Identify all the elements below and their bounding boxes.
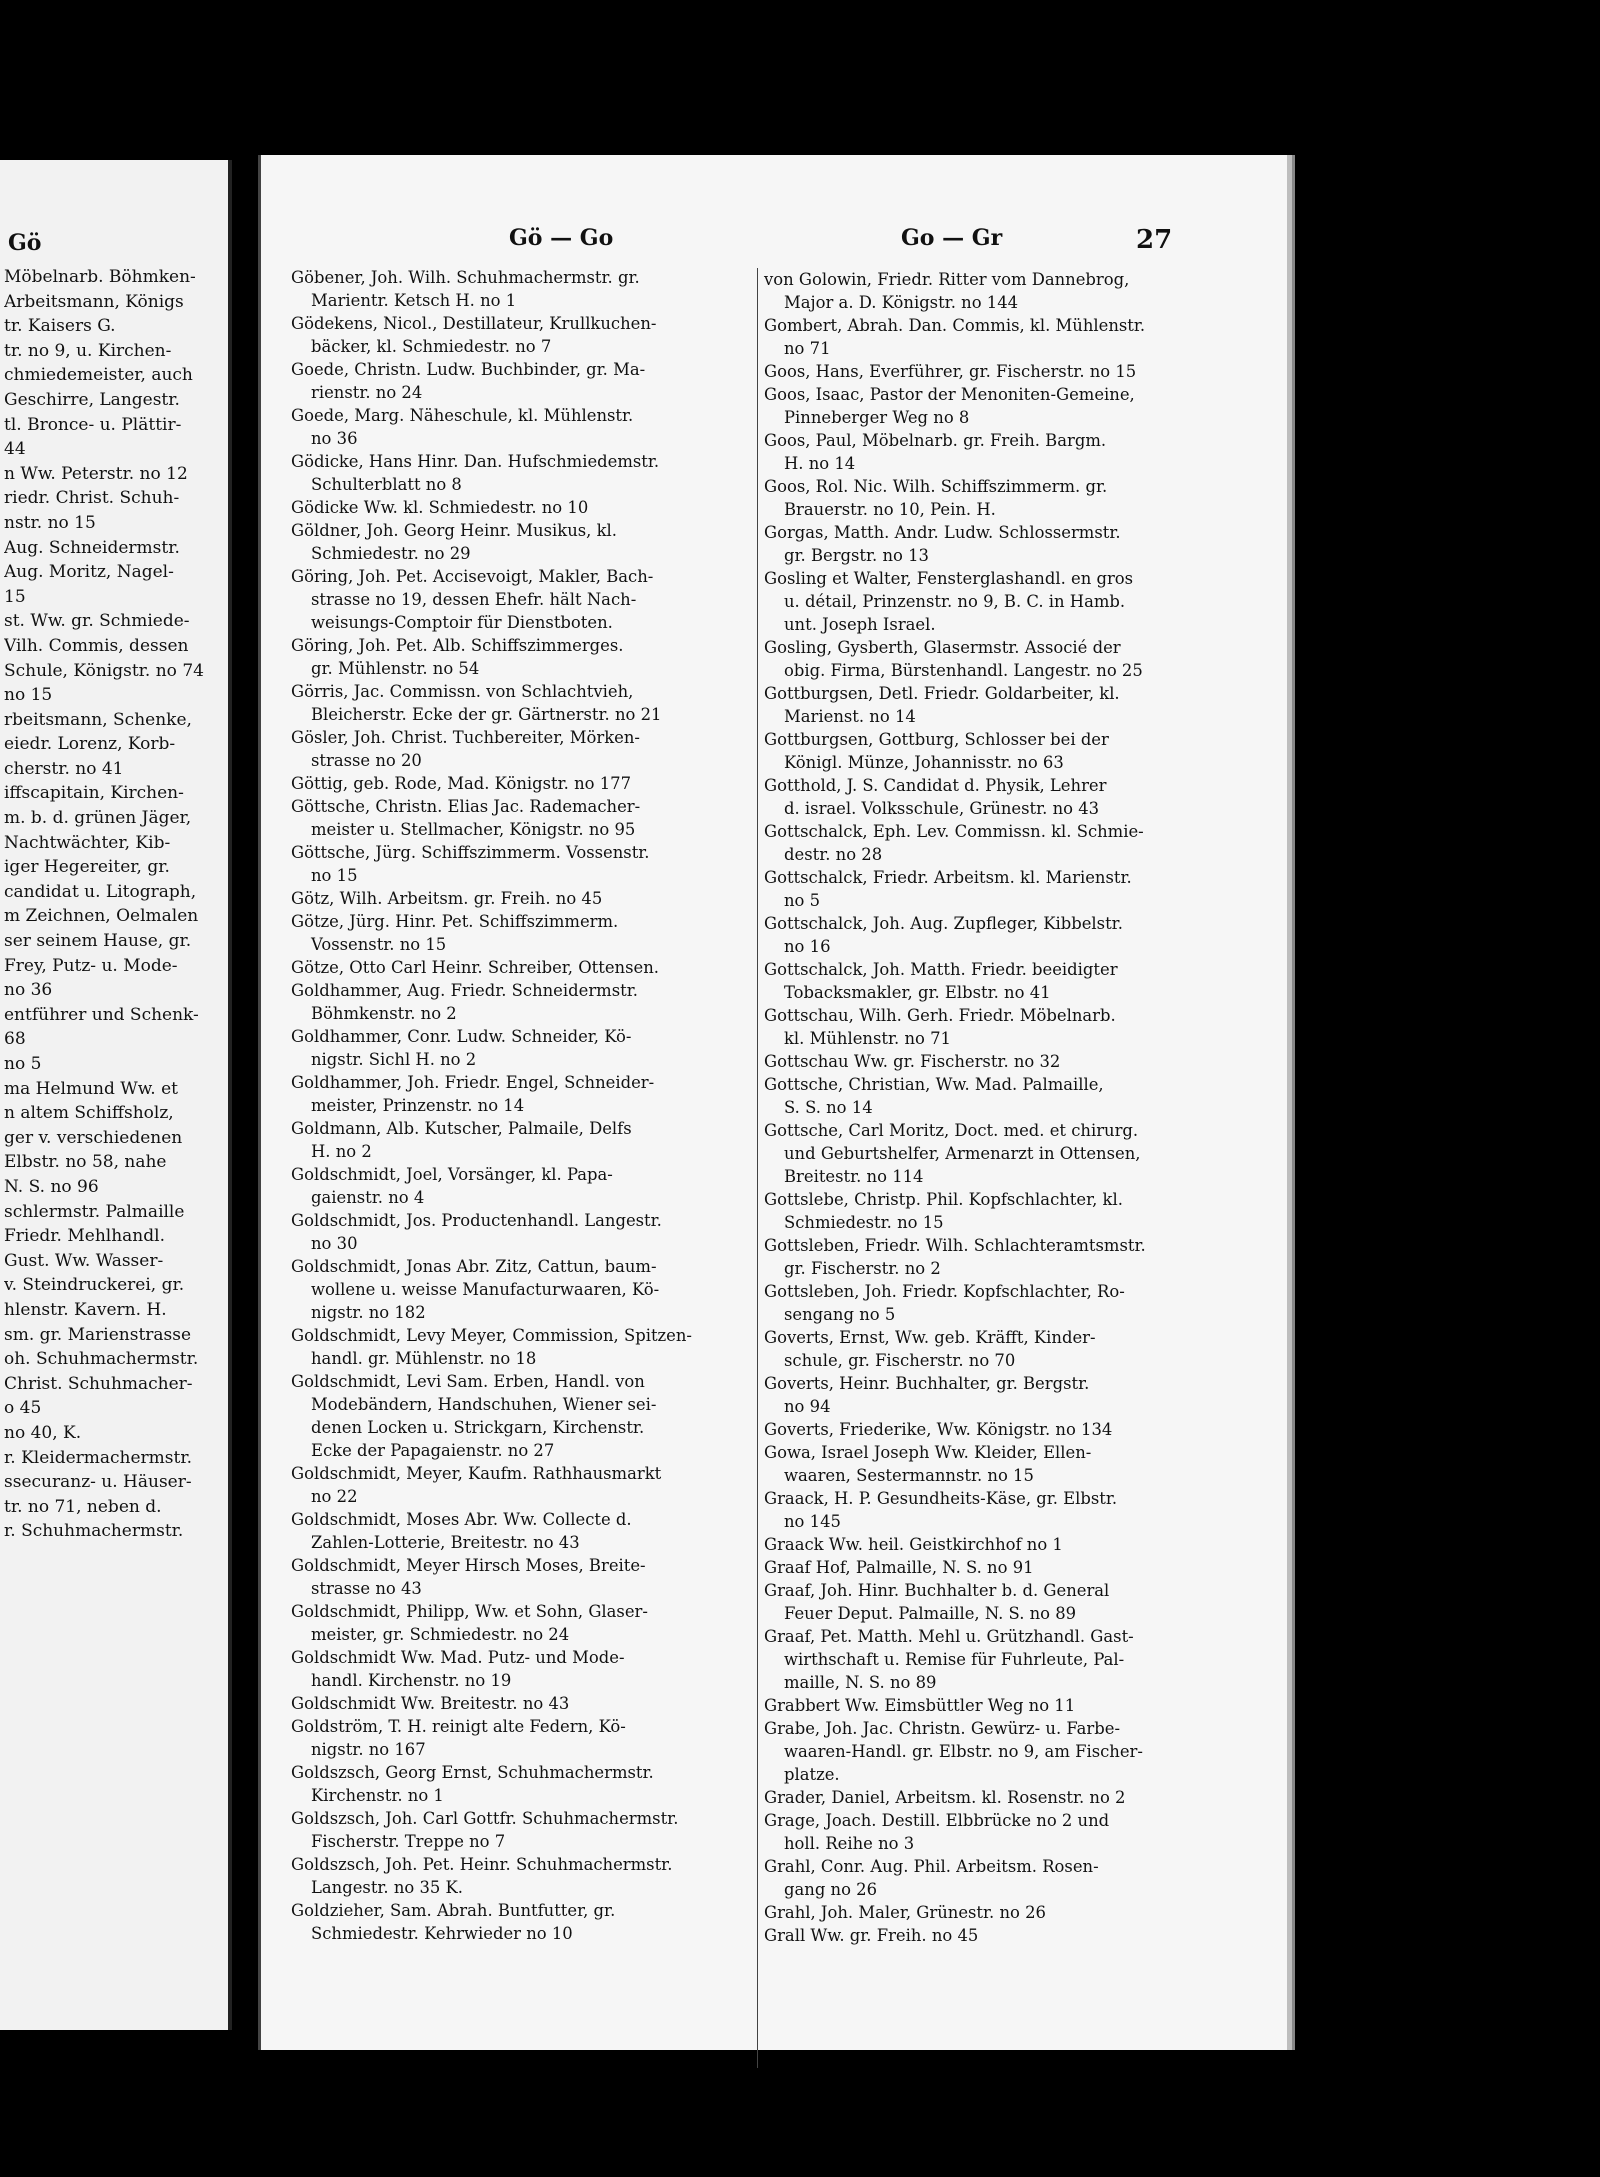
entry-continuation-line: meister u. Stellmacher, Königstr. no 95 [311, 820, 636, 839]
entry-continuation-line: bäcker, kl. Schmiedestr. no 7 [311, 337, 552, 356]
directory-entry [291, 979, 763, 1025]
directory-entry [291, 1554, 763, 1600]
entry-name-line: Gorgas, Matth. Andr. Ludw. Schlossermstr. [764, 523, 1121, 542]
entry-name-line: Gottsleben, Friedr. Wilh. Schlachteramtsmstr. [764, 1236, 1146, 1255]
entry-name-line: Goos, Isaac, Pastor der Menoniten-Gemeine, [764, 385, 1135, 404]
directory-entry [764, 682, 1206, 728]
directory-entry [764, 1050, 1206, 1073]
left-page-line: tr. no 9, u. Kirchen- [4, 340, 172, 361]
entry-name-line: Göring, Joh. Pet. Accisevoigt, Makler, Bach- [291, 567, 654, 586]
entry-continuation-line: no 94 [784, 1397, 831, 1416]
left-page-line: ma Helmund Ww. et [4, 1078, 178, 1099]
entry-continuation-line: meister, Prinzenstr. no 14 [311, 1096, 525, 1115]
left-page-line: N. S. no 96 [4, 1176, 99, 1197]
entry-continuation-line: no 30 [311, 1234, 358, 1253]
entry-name-line: Goldschmidt, Jonas Abr. Zitz, Cattun, baum- [291, 1257, 657, 1276]
entry-continuation-line: gang no 26 [784, 1880, 878, 1899]
directory-entry [764, 1556, 1206, 1579]
entry-name-line: Götze, Otto Carl Heinr. Schreiber, Ottensen. [291, 958, 659, 977]
directory-entry [764, 1809, 1206, 1855]
entry-name-line: Gödicke, Hans Hinr. Dan. Hufschmiedemstr. [291, 452, 660, 471]
entry-continuation-line: nigstr. Sichl H. no 2 [311, 1050, 477, 1069]
directory-entry [291, 910, 763, 956]
entry-name-line: Gombert, Abrah. Dan. Commis, kl. Mühlenstr. [764, 316, 1146, 335]
left-page-line: Aug. Schneidermstr. [4, 537, 180, 558]
entry-name-line: Gottburgsen, Gottburg, Schlosser bei der [764, 730, 1109, 749]
directory-entry [764, 774, 1206, 820]
entry-name-line: Goldszsch, Joh. Carl Gottfr. Schuhmachermstr. [291, 1809, 679, 1828]
left-page-line: m. b. d. grünen Jäger, [4, 808, 192, 829]
entry-continuation-line: Zahlen-Lotterie, Breitestr. no 43 [311, 1533, 580, 1552]
entry-name-line: von Golowin, Friedr. Ritter vom Dannebrog, [764, 270, 1130, 289]
entry-name-line: Goede, Marg. Näheschule, kl. Mühlenstr. [291, 406, 634, 425]
left-page-line: st. Ww. gr. Schmiede- [4, 611, 190, 632]
directory-entry [764, 567, 1206, 636]
page-number: 27 [1136, 225, 1173, 255]
left-page-line: hlenstr. Kavern. H. [4, 1299, 167, 1320]
directory-entry [764, 866, 1206, 912]
entry-name-line: Goldschmidt, Levi Sam. Erben, Handl. von [291, 1372, 645, 1391]
left-page-line: Schule, Königstr. no 74 [4, 660, 204, 681]
entry-continuation-line: Bleicherstr. Ecke der gr. Gärtnerstr. no 21 [311, 705, 662, 724]
entry-name-line: Goede, Christn. Ludw. Buchbinder, gr. Ma- [291, 360, 646, 379]
entry-continuation-line: strasse no 19, dessen Ehefr. hält Nach- [311, 590, 637, 609]
entry-name-line: Goldström, T. H. reinigt alte Federn, Kö- [291, 1717, 626, 1736]
entry-name-line: Grabe, Joh. Jac. Christn. Gewürz- u. Farbe- [764, 1719, 1120, 1738]
left-page-line: ger v. verschiedenen [4, 1127, 183, 1148]
entry-name-line: Goverts, Heinr. Buchhalter, gr. Bergstr. [764, 1374, 1090, 1393]
entry-continuation-line: Böhmkenstr. no 2 [311, 1004, 457, 1023]
header-left: Gö — Go [509, 225, 614, 251]
directory-entry [764, 1487, 1206, 1533]
directory-entry [291, 519, 763, 565]
left-page-line: rbeitsmann, Schenke, [4, 709, 192, 730]
entry-name-line: Goldschmidt, Jos. Productenhandl. Langestr. [291, 1211, 662, 1230]
left-page-line: Christ. Schuhmacher- [4, 1373, 193, 1394]
left-page-line: chmiedemeister, auch [4, 365, 193, 386]
directory-entry [291, 1462, 763, 1508]
left-page-line: Friedr. Mehlhandl. [4, 1226, 165, 1247]
directory-entry [764, 360, 1206, 383]
entry-name-line: Goldmann, Alb. Kutscher, Palmaile, Delfs [291, 1119, 632, 1138]
entry-name-line: Goldhammer, Aug. Friedr. Schneidermstr. [291, 981, 638, 1000]
directory-entry [764, 636, 1206, 682]
entry-continuation-line: und Geburtshelfer, Armenarzt in Ottensen, [784, 1144, 1141, 1163]
left-page-line: Arbeitsmann, Königs [4, 291, 184, 312]
directory-entry [291, 565, 763, 634]
entry-continuation-line: Modebändern, Handschuhen, Wiener sei- [311, 1395, 657, 1414]
entry-continuation-line: gr. Mühlenstr. no 54 [311, 659, 480, 678]
left-page-line: o 45 [4, 1398, 42, 1419]
entry-name-line: Gottschalck, Friedr. Arbeitsm. kl. Marienstr. [764, 868, 1132, 887]
directory-entry [764, 1418, 1206, 1441]
entry-continuation-line: Langestr. no 35 K. [311, 1878, 464, 1897]
entry-continuation-line: Breitestr. no 114 [784, 1167, 924, 1186]
entry-continuation-line: no 5 [784, 891, 821, 910]
directory-entry [764, 383, 1206, 429]
entry-continuation-line: sengang no 5 [784, 1305, 896, 1324]
left-page-line: Frey, Putz- u. Mode- [4, 955, 178, 976]
entry-continuation-line: platze. [784, 1765, 840, 1784]
left-page-line: 15 [4, 586, 26, 607]
directory-entry [764, 1188, 1206, 1234]
directory-entry [291, 1692, 763, 1715]
directory-entry [291, 312, 763, 358]
entry-name-line: Gösler, Joh. Christ. Tuchbereiter, Mörken- [291, 728, 640, 747]
directory-entry [291, 726, 763, 772]
directory-entry [764, 521, 1206, 567]
entry-continuation-line: Schulterblatt no 8 [311, 475, 462, 494]
directory-entry [291, 1807, 763, 1853]
column-left [291, 266, 763, 1945]
left-page-line: Vilh. Commis, dessen [4, 635, 189, 656]
left-page-line: sm. gr. Marienstrasse [4, 1324, 192, 1345]
left-page-line: 68 [4, 1029, 26, 1050]
left-page-line: no 5 [4, 1054, 42, 1074]
entry-name-line: Graaf Hof, Palmaille, N. S. no 91 [764, 1558, 1034, 1577]
entry-continuation-line: S. S. no 14 [784, 1098, 873, 1117]
directory-entry [764, 1234, 1206, 1280]
left-page-text [4, 265, 226, 1544]
directory-entry [291, 795, 763, 841]
entry-continuation-line: waaren, Sestermannstr. no 15 [784, 1466, 1034, 1485]
entry-continuation-line: gr. Fischerstr. no 2 [784, 1259, 941, 1278]
entry-continuation-line: Schmiedestr. Kehrwieder no 10 [311, 1924, 573, 1943]
entry-name-line: Goldschmidt, Moses Abr. Ww. Collecte d. [291, 1510, 632, 1529]
entry-name-line: Gödekens, Nicol., Destillateur, Krullkuchen- [291, 314, 657, 333]
left-page-line: entführer und Schenk- [4, 1004, 199, 1025]
directory-entry [291, 266, 763, 312]
entry-name-line: Gottschau Ww. gr. Fischerstr. no 32 [764, 1052, 1061, 1071]
column-right [757, 268, 1206, 2068]
entry-name-line: Graaf, Pet. Matth. Mehl u. Grützhandl. Gast- [764, 1627, 1134, 1646]
entry-continuation-line: Fischerstr. Treppe no 7 [311, 1832, 506, 1851]
entry-continuation-line: no 15 [311, 866, 358, 885]
left-page [0, 160, 232, 2030]
entry-continuation-line: Brauerstr. no 10, Pein. H. [784, 500, 996, 519]
entry-continuation-line: wirthschaft u. Remise für Fuhrleute, Pal- [784, 1650, 1125, 1669]
entry-name-line: Grahl, Conr. Aug. Phil. Arbeitsm. Rosen- [764, 1857, 1099, 1876]
directory-entry [764, 1441, 1206, 1487]
directory-entry [764, 1625, 1206, 1694]
directory-entry [291, 1508, 763, 1554]
entry-continuation-line: handl. gr. Mühlenstr. no 18 [311, 1349, 537, 1368]
entry-name-line: Gottsche, Carl Moritz, Doct. med. et chirurg. [764, 1121, 1139, 1140]
page-header [261, 225, 1287, 255]
directory-entry [764, 1119, 1206, 1188]
entry-name-line: Goldszsch, Joh. Pet. Heinr. Schuhmachermstr. [291, 1855, 673, 1874]
left-page-line: iffscapitain, Kirchen- [4, 783, 184, 804]
directory-entry [764, 1073, 1206, 1119]
entry-continuation-line: strasse no 43 [311, 1579, 422, 1598]
entry-continuation-line: strasse no 20 [311, 751, 422, 770]
directory-entry [764, 820, 1206, 866]
left-page-line: n Ww. Peterstr. no 12 [4, 463, 188, 484]
entry-name-line: Göbener, Joh. Wilh. Schuhmachermstr. gr. [291, 268, 640, 287]
directory-entry [291, 887, 763, 910]
directory-entry [291, 1600, 763, 1646]
directory-entry [764, 314, 1206, 360]
left-page-line: Geschirre, Langestr. [4, 389, 180, 410]
directory-entry [764, 1694, 1206, 1717]
entry-continuation-line: schule, gr. Fischerstr. no 70 [784, 1351, 1016, 1370]
directory-entry [764, 912, 1206, 958]
entry-name-line: Gottslebe, Christp. Phil. Kopfschlachter, kl. [764, 1190, 1123, 1209]
entry-name-line: Gosling et Walter, Fensterglashandl. en gros [764, 569, 1134, 588]
entry-name-line: Goverts, Friederike, Ww. Königstr. no 134 [764, 1420, 1113, 1439]
left-page-line: tl. Bronce- u. Plättir- [4, 414, 182, 435]
entry-continuation-line: destr. no 28 [784, 845, 883, 864]
entry-continuation-line: no 71 [784, 339, 831, 358]
entry-continuation-line: rienstr. no 24 [311, 383, 423, 402]
left-page-line: Möbelnarb. Böhmken- [4, 267, 196, 287]
entry-name-line: Goldschmidt, Joel, Vorsänger, kl. Papa- [291, 1165, 613, 1184]
left-page-line: no 36 [4, 980, 53, 1001]
entry-name-line: Goldzieher, Sam. Abrah. Buntfutter, gr. [291, 1901, 616, 1920]
entry-continuation-line: Königl. Münze, Johannisstr. no 63 [784, 753, 1064, 772]
directory-entry [764, 1786, 1206, 1809]
entry-continuation-line: no 16 [784, 937, 831, 956]
entry-name-line: Grader, Daniel, Arbeitsm. kl. Rosenstr. no 2 [764, 1788, 1126, 1807]
directory-entry [291, 1324, 763, 1370]
entry-continuation-line: H. no 2 [311, 1142, 372, 1161]
directory-entry [764, 475, 1206, 521]
left-page-line: 44 [4, 439, 26, 460]
left-page-line: iger Hegereiter, gr. [4, 857, 170, 878]
directory-entry [291, 404, 763, 450]
directory-entry [291, 1853, 763, 1899]
entry-continuation-line: Kirchenstr. no 1 [311, 1786, 444, 1805]
directory-entry [291, 358, 763, 404]
entry-continuation-line: Marienst. no 14 [784, 707, 916, 726]
directory-entry [764, 1855, 1206, 1901]
left-page-line: nstr. no 15 [4, 512, 96, 533]
entry-name-line: Goldschmidt, Levy Meyer, Commission, Spitzen- [291, 1326, 692, 1345]
directory-entry [764, 1717, 1206, 1786]
entry-name-line: Gottburgsen, Detl. Friedr. Goldarbeiter, kl. [764, 684, 1120, 703]
entry-continuation-line: no 145 [784, 1512, 841, 1531]
entry-name-line: Goldhammer, Joh. Friedr. Engel, Schneider- [291, 1073, 655, 1092]
left-page-line: Nachtwächter, Kib- [4, 832, 171, 853]
entry-name-line: Götze, Jürg. Hinr. Pet. Schiffszimmerm. [291, 912, 619, 931]
directory-entry [291, 772, 763, 795]
directory-entry [291, 1163, 763, 1209]
entry-continuation-line: u. détail, Prinzenstr. no 9, B. C. in Hamb. [784, 592, 1126, 611]
left-page-header: Gö [8, 230, 42, 256]
left-page-line: riedr. Christ. Schuh- [4, 488, 180, 509]
entry-name-line: Goldschmidt Ww. Mad. Putz- und Mode- [291, 1648, 625, 1667]
entry-continuation-line: nigstr. no 167 [311, 1740, 426, 1759]
directory-entry [291, 1899, 763, 1945]
directory-entry [764, 1372, 1206, 1418]
directory-entry [764, 268, 1206, 314]
directory-entry [291, 1370, 763, 1462]
directory-entry [291, 1209, 763, 1255]
directory-entry [764, 429, 1206, 475]
entry-continuation-line: Feuer Deput. Palmaille, N. S. no 89 [784, 1604, 1077, 1623]
entry-continuation-line: denen Locken u. Strickgarn, Kirchenstr. [311, 1418, 645, 1437]
entry-continuation-line: Major a. D. Königstr. no 144 [784, 293, 1019, 312]
entry-continuation-line: handl. Kirchenstr. no 19 [311, 1671, 512, 1690]
entry-name-line: Görris, Jac. Commissn. von Schlachtvieh, [291, 682, 634, 701]
left-page-line: r. Kleidermachermstr. [4, 1447, 193, 1468]
entry-name-line: Goldschmidt, Meyer Hirsch Moses, Breite- [291, 1556, 646, 1575]
directory-entry [291, 1025, 763, 1071]
entry-name-line: Göttsche, Christn. Elias Jac. Rademacher- [291, 797, 641, 816]
entry-continuation-line: meister, gr. Schmiedestr. no 24 [311, 1625, 570, 1644]
entry-continuation-line: unt. Joseph Israel. [784, 615, 936, 634]
entry-continuation-line: d. israel. Volksschule, Grünestr. no 43 [784, 799, 1100, 818]
entry-name-line: Gottschau, Wilh. Gerh. Friedr. Möbelnarb. [764, 1006, 1116, 1025]
left-page-line: tr. no 71, neben d. [4, 1496, 162, 1517]
entry-continuation-line: weisungs-Comptoir für Dienstboten. [311, 613, 613, 632]
left-page-line: ssecuranz- u. Häuser- [4, 1472, 192, 1493]
entry-name-line: Grage, Joach. Destill. Elbbrücke no 2 und [764, 1811, 1110, 1830]
directory-entry [291, 956, 763, 979]
entry-name-line: Goldhammer, Conr. Ludw. Schneider, Kö- [291, 1027, 632, 1046]
entry-continuation-line: gaienstr. no 4 [311, 1188, 425, 1207]
directory-entry [291, 1646, 763, 1692]
entry-continuation-line: Schmiedestr. no 15 [784, 1213, 944, 1232]
left-page-line: Elbstr. no 58, nahe [4, 1152, 167, 1173]
entry-name-line: Göring, Joh. Pet. Alb. Schiffszimmerges. [291, 636, 624, 655]
directory-entry [291, 1117, 763, 1163]
entry-name-line: Gottschalck, Joh. Matth. Friedr. beeidigter [764, 960, 1118, 979]
entry-name-line: Grahl, Joh. Maler, Grünestr. no 26 [764, 1903, 1046, 1922]
entry-name-line: Gottschalck, Eph. Lev. Commissn. kl. Schmie- [764, 822, 1144, 841]
directory-entry [764, 1924, 1206, 1947]
entry-name-line: Grall Ww. gr. Freih. no 45 [764, 1926, 979, 1945]
left-page-line: r. Schuhmachermstr. [4, 1521, 184, 1542]
directory-entry [291, 1715, 763, 1761]
entry-continuation-line: Vossenstr. no 15 [311, 935, 447, 954]
entry-continuation-line: Ecke der Papagaienstr. no 27 [311, 1441, 555, 1460]
entry-continuation-line: H. no 14 [784, 454, 856, 473]
left-page-line: Aug. Moritz, Nagel- [4, 562, 174, 583]
entry-name-line: Goldschmidt, Meyer, Kaufm. Rathhausmarkt [291, 1464, 662, 1483]
left-page-line: schlermstr. Palmaille [4, 1201, 185, 1222]
entry-continuation-line: waaren-Handl. gr. Elbstr. no 9, am Fischer- [784, 1742, 1143, 1761]
entry-name-line: Gotthold, J. S. Candidat d. Physik, Lehrer [764, 776, 1107, 795]
directory-entry [764, 958, 1206, 1004]
entry-continuation-line: Pinneberger Weg no 8 [784, 408, 970, 427]
entry-name-line: Göldner, Joh. Georg Heinr. Musikus, kl. [291, 521, 617, 540]
entry-continuation-line: wollene u. weisse Manufacturwaaren, Kö- [311, 1280, 660, 1299]
directory-entry [291, 841, 763, 887]
entry-name-line: Graack, H. P. Gesundheits-Käse, gr. Elbstr. [764, 1489, 1118, 1508]
directory-entry [291, 634, 763, 680]
entry-name-line: Gottsleben, Joh. Friedr. Kopfschlachter, Ro- [764, 1282, 1125, 1301]
directory-entry [291, 680, 763, 726]
entry-name-line: Göttsche, Jürg. Schiffszimmerm. Vossenstr. [291, 843, 650, 862]
entry-name-line: Göttig, geb. Rode, Mad. Königstr. no 177 [291, 774, 632, 793]
header-right: Go — Gr [901, 225, 1003, 251]
entry-continuation-line: Tobacksmakler, gr. Elbstr. no 41 [784, 983, 1051, 1002]
directory-entry [291, 1761, 763, 1807]
left-page-line: m Zeichnen, Oelmalen [4, 906, 199, 927]
entry-name-line: Graack Ww. heil. Geistkirchhof no 1 [764, 1535, 1063, 1554]
left-page-line: cherstr. no 41 [4, 758, 124, 779]
left-page-line: n altem Schiffsholz, [4, 1103, 174, 1124]
entry-name-line: Goos, Paul, Möbelnarb. gr. Freih. Bargm. [764, 431, 1107, 450]
left-page-line: eiedr. Lorenz, Korb- [4, 734, 176, 755]
left-page-line: v. Steindruckerei, gr. [4, 1275, 185, 1296]
entry-name-line: Goldschmidt Ww. Breitestr. no 43 [291, 1694, 570, 1713]
entry-name-line: Goos, Hans, Everführer, gr. Fischerstr. no 15 [764, 362, 1137, 381]
entry-name-line: Goldszsch, Georg Ernst, Schuhmachermstr. [291, 1763, 654, 1782]
directory-entry [764, 1326, 1206, 1372]
entry-continuation-line: Schmiedestr. no 29 [311, 544, 471, 563]
entry-continuation-line: gr. Bergstr. no 13 [784, 546, 929, 565]
left-page-line: oh. Schuhmachermstr. [4, 1349, 199, 1370]
entry-continuation-line: maille, N. S. no 89 [784, 1673, 937, 1692]
directory-entry [291, 1071, 763, 1117]
entry-name-line: Grabbert Ww. Eimsbüttler Weg no 11 [764, 1696, 1076, 1715]
left-page-line: candidat u. Litograph, [4, 881, 197, 902]
right-page [258, 155, 1295, 2050]
entry-continuation-line: Marientr. Ketsch H. no 1 [311, 291, 517, 310]
entry-name-line: Goverts, Ernst, Ww. geb. Kräfft, Kinder- [764, 1328, 1096, 1347]
left-page-line: no 15 [4, 685, 53, 706]
directory-entry [764, 1901, 1206, 1924]
entry-name-line: Gödicke Ww. kl. Schmiedestr. no 10 [291, 498, 589, 517]
directory-entry [764, 1004, 1206, 1050]
entry-name-line: Graaf, Joh. Hinr. Buchhalter b. d. General [764, 1581, 1110, 1600]
directory-entry [291, 496, 763, 519]
entry-continuation-line: kl. Mühlenstr. no 71 [784, 1029, 951, 1048]
left-page-line: ser seinem Hause, gr. [4, 931, 192, 952]
entry-name-line: Gosling, Gysberth, Glasermstr. Associé der [764, 638, 1121, 657]
left-page-line: Gust. Ww. Wasser- [4, 1250, 164, 1271]
entry-name-line: Gowa, Israel Joseph Ww. Kleider, Ellen- [764, 1443, 1092, 1462]
directory-entry [291, 450, 763, 496]
directory-entry [291, 1255, 763, 1324]
directory-entry [764, 728, 1206, 774]
entry-continuation-line: holl. Reihe no 3 [784, 1834, 915, 1853]
directory-entry [764, 1533, 1206, 1556]
entry-name-line: Goos, Rol. Nic. Wilh. Schiffszimmerm. gr. [764, 477, 1108, 496]
entry-name-line: Goldschmidt, Philipp, Ww. et Sohn, Glaser- [291, 1602, 648, 1621]
entry-name-line: Götz, Wilh. Arbeitsm. gr. Freih. no 45 [291, 889, 603, 908]
directory-entry [764, 1579, 1206, 1625]
left-page-line: no 40, K. [4, 1422, 82, 1443]
left-page-line: tr. Kaisers G. [4, 316, 116, 337]
entry-name-line: Gottsche, Christian, Ww. Mad. Palmaille, [764, 1075, 1104, 1094]
entry-continuation-line: no 36 [311, 429, 358, 448]
entry-continuation-line: no 22 [311, 1487, 358, 1506]
entry-name-line: Gottschalck, Joh. Aug. Zupfleger, Kibbelstr. [764, 914, 1123, 933]
directory-entry [764, 1280, 1206, 1326]
entry-continuation-line: obig. Firma, Bürstenhandl. Langestr. no 25 [784, 661, 1143, 680]
entry-continuation-line: nigstr. no 182 [311, 1303, 426, 1322]
